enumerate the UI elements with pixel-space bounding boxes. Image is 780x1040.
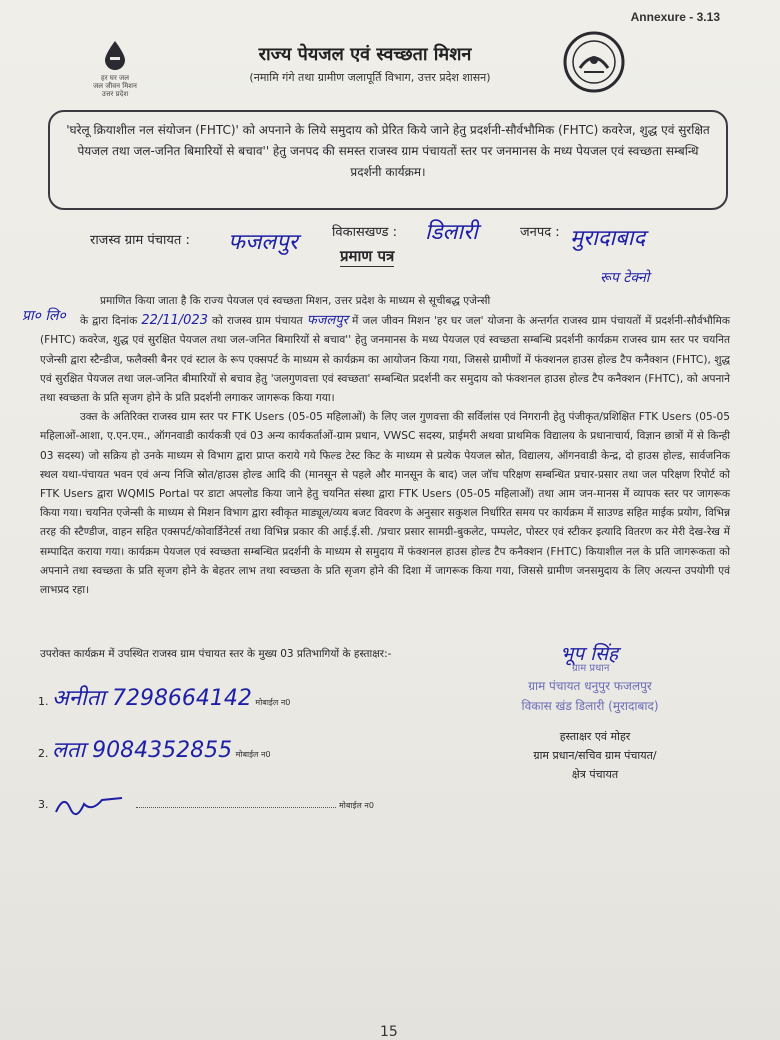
district-label: जनपद : [520, 225, 560, 240]
pradhan-signature: भूप सिंह [560, 643, 619, 665]
block-value: डिलारी [425, 220, 478, 245]
annexure-label: Annexure - 3.13 [630, 10, 720, 24]
handwritten-prefix: प्रा० लि० [22, 308, 66, 324]
program-box: 'घरेलू क्रियाशील नल संयोजन (FHTC)' को अपनाने के लिये समुदाय को प्रेरित किये जाने हेतु प्रदर्शनी-सौर्वभौमिक (FHTC) कवरेज, शुद्ध एवं सुरक्षित पेयजल तथा जल-जनित बिमारियों से बचाव'' हेतु जनपद की समस्त राजस्व ग्राम पंचायतों स्तर पर जनमानस के मध्य पेयजल एवं स्वच्छता सम्बन्धि प्रदर्शनी कार्यक्रम। [48, 110, 728, 210]
signatory-line-1: हस्ताक्षर एवं मोहर [559, 730, 631, 743]
participant-row [38, 734, 271, 764]
page-number: 15 [380, 1024, 398, 1040]
mobile-label: मोबाईल न0 [235, 750, 271, 759]
participant-number: 2. [38, 747, 49, 760]
handwritten-panchayat: फजलपुर [306, 313, 348, 329]
signatory-caption [490, 727, 700, 784]
participant-signature: लता 9084352855 [52, 738, 233, 763]
signatory-line-2: ग्राम प्रधान/सचिव ग्राम पंचायत/ [533, 749, 657, 762]
pradhan-title: ग्राम प्रधान [572, 663, 610, 674]
participant-signature: अनीता 7298664142 [52, 686, 252, 711]
district-value: मुरादाबाद [570, 226, 646, 251]
handwritten-agency: रूप टेक्नो [600, 270, 650, 286]
handwritten-date: 22/11/023 [141, 313, 208, 329]
stamp-line-2: विकास खंड डिलारी (मुरादाबाद) [521, 699, 659, 713]
block-label: विकासखण्ड : [332, 225, 398, 240]
logo-caption-3: उत्तर प्रदेश [101, 90, 129, 98]
mission-title: राज्य पेयजल एवं स्वच्छता मिशन [258, 44, 472, 65]
participants-intro: उपरोक्त कार्यक्रम में उपस्थित राजस्व ग्राम पंचायत स्तर के मुख्य 03 प्रतिभागियों के हस्ताक्षर:- [40, 648, 392, 660]
participant-number: 3. [38, 798, 49, 811]
water-drop-icon [102, 40, 128, 70]
logo-caption-1: हर घर जल [101, 74, 129, 82]
signatory-line-3: क्षेत्र पंचायत [571, 768, 619, 781]
gram-panchayat-value: फजलपुर [228, 230, 298, 255]
mobile-label: मोबाईल न0 [339, 801, 374, 810]
signature-scribble-icon [52, 792, 132, 818]
mobile-label: मोबाईल न0 [255, 698, 291, 707]
har-ghar-jal-logo [85, 40, 145, 98]
body-p2: उक्त के अतिरिक्त राजस्व ग्राम स्तर पर FTK Users (05-05 महिलाओं) के लिए जल गुणवत्ता की सर्विलांस एवं निगरानी हेतु पंजीकृत/प्रशिक्षित FTK Users (05-05 महिलाओं-आशा, ए.एन.एम., ऑगनवाडी कार्यकत्री एवं 03 अन्य कार्यकर्ताओं-ग्राम प्रधान, VWSC सदस्य, प्राईमरी अथवा प्राथमिक विद्यालय के प्रधानाचार्य, विज्ञान छात्रों में से किन्ही 03 सदस्य) जो सक्रिय हो उनके माध्यम से विभाग द्वारा प्राप्त कराये गये फिल्ड टेस्ट किट के माध्यम से प्रत्येक पेयजल स्रोत, विद्यालय, ऑगनवाडी केन्द्र, दो हाउस होल्ड, सार्वजनिक स्थल यथा-पंचायत भवन एवं अन्य निजि स्रोत/हाउस होल्ड आदि की (मानसून से पहले और मानसून के बाद) जल जॉच परिक्षण सम्बन्धित प्रचार-प्रसार तथा जल परिक्षण रिपोर्ट को FTK Users द्वारा WQMIS Portal पर डाटा अपलोड किया जाने हेतु चयनित संस्था द्वारा FTK Users (05-05 महिलाओं) तथा आम जन-मानस में व्यापक स्तर पर जागरूक किया गया। चयनित एजेन्सी के माध्यम से मिशन विभाग द्वारा स्वीकृत माड्यूल/व्यय बजट विवरण के अनुसार सकुशल निर्धारित समय पर कार्यक्रम में साउण्ड सहित माईक प्रयोग, विभिन्न तरह की स्टैण्डीज, वाहन सहित एक्सपर्ट/कोवार्डिनेटर्स तथा विभिन्न प्रकार की आई.ई.सी. /प्रचार प्रसार सामग्री-बुकलेट, पम्पलेट, पोस्टर एवं स्टीकर इत्यादि वितरण कर मेरी देख-रेख में सम्पादित कराया गया। कार्यक्रम पेयजल एवं स्वच्छता सम्बन्धित प्रदर्शनी के माध्यम से समुदाय में फंक्शनल हाउस होल्ड टैप कनैक्शन (FHTC) कियाशील नल के प्रति जागरूकता को अपनाने तथा स्वच्छता के प्रति सृजग होने के बेहतर लाभ तथा स्वच्छता के प्रति सृजग होने की दिशा में जागरूक किया गया, जिससे ग्रामीण जनसमुदाय के लिए अत्यन्त उपयोगी एवं लाभप्रद रहा। [40, 411, 730, 597]
participant-row [38, 792, 374, 818]
logo-caption-2: जल जीवन मिशन [93, 82, 137, 90]
gram-panchayat-label: राजस्व ग्राम पंचायत : [90, 233, 190, 248]
certificate-body [40, 292, 730, 600]
certificate-title: प्रमाण पत्र [340, 247, 395, 265]
body-p1-a: प्रमाणित किया जाता है कि राज्य पेयजल एवं स्वच्छता मिशन, उत्तर प्रदेश के माध्यम से सूचीबद्ध एजेन्सी [100, 295, 491, 307]
participant-row [38, 682, 290, 712]
participant-number: 1. [38, 695, 49, 708]
body-p1-c: को राजस्व ग्राम पंचायत [212, 315, 303, 328]
official-stamp [490, 676, 690, 716]
stamp-line-1: ग्राम पंचायत धनुपुर फजलपुर [528, 679, 652, 693]
body-p1-d: में जल जीवन मिशन 'हर घर जल' योजना के अन्तर्गत राजस्व ग्राम पंचायतों में प्रदर्शनी-सौर्वभौमिक (FHTC) कवरेज, शुद्ध एवं सुरक्षित पेयजल तथा जल-जनित बिमारियों से बचाव'' हेतु जनमानस के मध्य पेयजल एवं स्वच्छता सम्बन्धि प्रदर्शनी कार्यक्रम राजस्व ग्राम स्तर पर चयनित एजेन्सी द्वारा स्टैन्डीज, फलैक्सी बैनर एवं स्टाल के रूप एक्सपर्ट के माध्यम से कार्यक्रम का आयोजन किया गया, जिससे ग्रामीणों में फंक्शनल हाउस होल्ड टैप कनैक्शन (FHTC), शुद्ध एवं सुरक्षित पेयजल तथा जल-जनित बीमारियों से बचाव हेतु 'जलगुणवत्ता एवं स्वच्छता' सम्बन्धित प्रदर्शनी कर समुदाय को फंक्शनल हाउस होल्ड टैप कनैक्शन (FHTC), को अपनाने तथा स्वच्छता के प्रति सृजग होने के प्रति प्रदर्शनी लगाकर जागरूक किया गया। [40, 315, 731, 405]
body-p1-b: के द्वारा दिनांक [80, 315, 138, 328]
mission-subtitle: (नमामि गंगे तथा ग्रामीण जलापूर्ति विभाग, उत्तर प्रदेश शासन) [249, 71, 491, 84]
